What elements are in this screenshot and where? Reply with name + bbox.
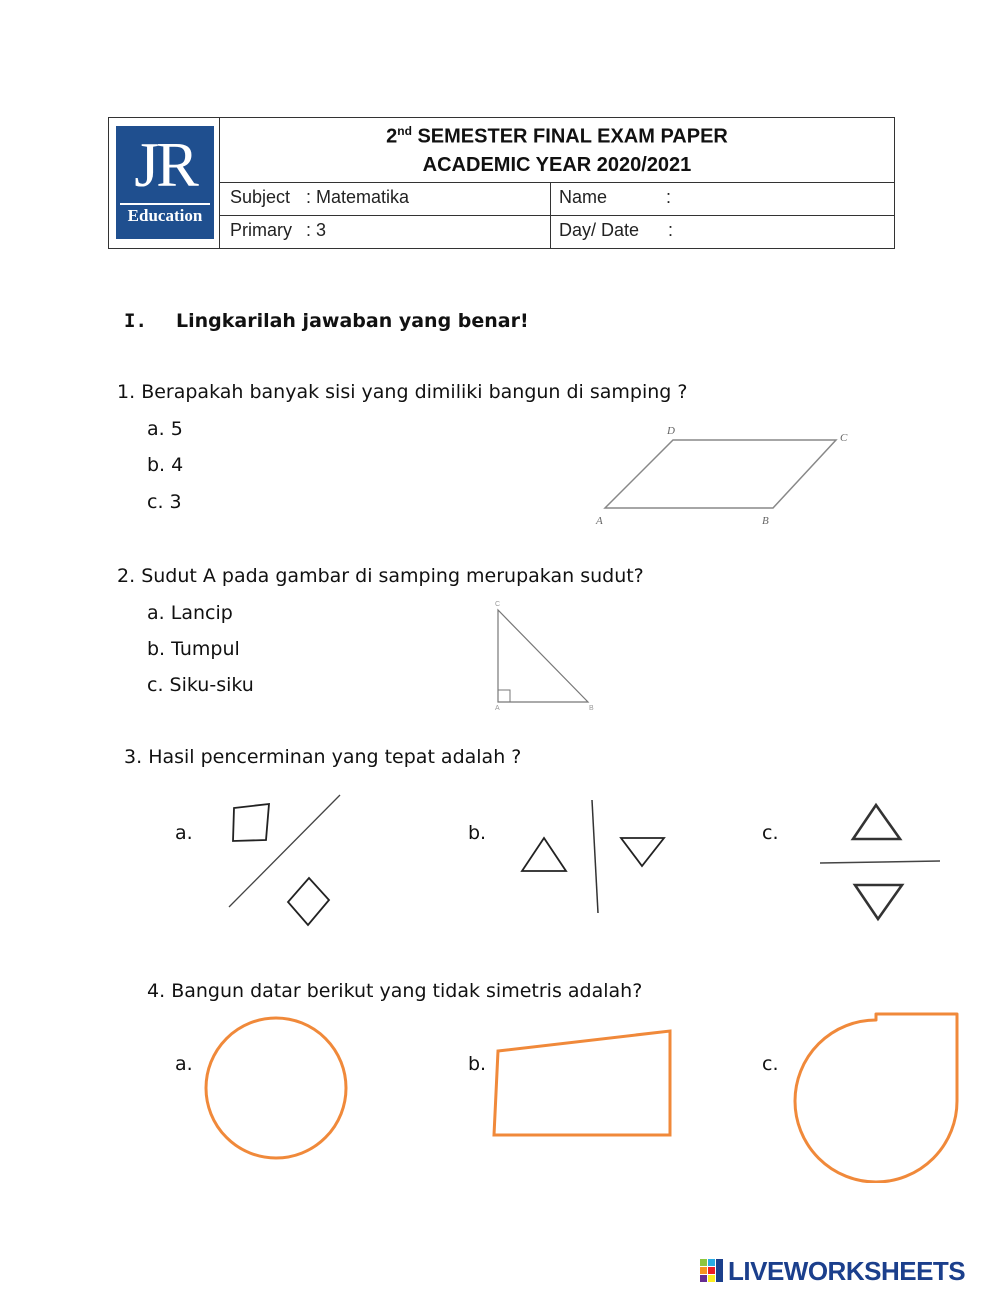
q3-option-c-figure[interactable]: [815, 795, 945, 925]
right-triangle-shape: [498, 610, 588, 702]
triangle-down-shape: [621, 838, 664, 866]
liveworksheets-logo-icon: [700, 1259, 724, 1283]
option-letter: c.: [147, 491, 164, 513]
parallelogram-shape: [605, 440, 836, 508]
question-number: 3.: [124, 746, 143, 768]
q3-option-b-label[interactable]: b.: [468, 822, 487, 844]
option-text: 5: [170, 418, 183, 440]
right-triangle-figure: [490, 598, 600, 713]
q3-option-a-label[interactable]: a.: [175, 822, 193, 844]
right-angle-marker: [498, 690, 510, 702]
primary-label: Primary: [230, 220, 292, 240]
triangle-down-shape: [855, 885, 902, 919]
circle-shape: [206, 1018, 346, 1158]
question-text: Sudut A pada gambar di samping merupakan sudut?: [141, 565, 644, 587]
mirror-line: [229, 795, 340, 907]
header-row-subject: [220, 183, 894, 216]
exam-title-line1: [220, 124, 894, 149]
logo-sub-text: Education: [127, 206, 203, 225]
q3-option-b-figure[interactable]: [515, 795, 675, 920]
q2-option-c[interactable]: [147, 674, 254, 696]
date-label: Day/ Date: [559, 220, 640, 240]
logo-cell: [109, 118, 220, 248]
q1-option-b[interactable]: [147, 454, 183, 476]
date-cell: [551, 216, 894, 248]
vertex-label-b: B: [762, 515, 769, 527]
vertex-label-c: C: [840, 432, 848, 444]
q4-option-a-label[interactable]: a.: [175, 1053, 193, 1075]
jr-education-logo: [116, 126, 214, 239]
q1-option-a[interactable]: [147, 418, 183, 440]
liveworksheets-watermark: [700, 1256, 995, 1284]
subject-value: : Matematika: [306, 187, 410, 207]
section-title: Lingkarilah jawaban yang benar!: [176, 310, 529, 332]
trapezoid-shape: [494, 1031, 670, 1135]
exam-title-line2: ACADEMIC YEAR 2020/2021: [422, 154, 692, 176]
option-text: Siku-siku: [169, 674, 254, 696]
exam-header-table: [108, 117, 895, 249]
name-field[interactable]: :: [666, 187, 672, 207]
q3-option-a-figure[interactable]: [220, 790, 350, 930]
logo-main-text: JR: [134, 129, 196, 200]
diamond-shape: [288, 878, 329, 925]
q2-option-a[interactable]: [147, 602, 233, 624]
mirror-line: [820, 861, 940, 863]
name-label: Name: [559, 187, 608, 207]
q4-option-b-label[interactable]: b.: [468, 1053, 487, 1075]
teardrop-shape: [795, 1014, 957, 1182]
primary-cell: [220, 216, 551, 248]
subject-cell: [220, 183, 551, 215]
question-number: 1.: [117, 381, 136, 403]
q1-option-c[interactable]: [147, 491, 182, 513]
option-text: Lancip: [170, 602, 233, 624]
triangle-up-shape: [522, 838, 566, 871]
vertex-label-c: C: [495, 601, 501, 608]
option-text: 3: [169, 491, 182, 513]
option-letter: a.: [147, 418, 165, 440]
option-letter: b.: [147, 638, 166, 660]
option-letter: c.: [147, 674, 164, 696]
date-field[interactable]: :: [668, 220, 674, 240]
option-letter: a.: [147, 602, 165, 624]
option-letter: b.: [147, 454, 166, 476]
question-text: Bangun datar berikut yang tidak simetris adalah?: [171, 980, 643, 1002]
q3-option-c-label[interactable]: c.: [762, 822, 779, 844]
question-3: [124, 746, 521, 768]
q4-option-c-figure[interactable]: [790, 1008, 965, 1183]
triangle-up-shape: [853, 805, 900, 839]
watermark-text: LIVEWORKSHEETS: [728, 1256, 966, 1286]
question-text: Berapakah banyak sisi yang dimiliki bangun di samping ?: [141, 381, 688, 403]
subject-label: Subject: [230, 187, 291, 207]
question-text: Hasil pencerminan yang tepat adalah ?: [148, 746, 522, 768]
vertex-label-d: D: [667, 425, 675, 437]
mirror-line: [592, 800, 598, 913]
question-number: 2.: [117, 565, 136, 587]
parallelogram-figure: [590, 420, 870, 535]
vertex-label-a: A: [596, 515, 603, 527]
title-ordinal-suffix: nd: [397, 124, 412, 138]
vertex-label-b: B: [589, 705, 594, 712]
option-text: Tumpul: [171, 638, 240, 660]
q4-option-a-figure[interactable]: [200, 1012, 355, 1167]
vertex-label-a: A: [495, 705, 500, 712]
q2-option-b[interactable]: [147, 638, 240, 660]
section-number: I.: [124, 310, 147, 332]
primary-value: : 3: [306, 220, 327, 240]
title-ordinal: 2: [386, 125, 398, 148]
q4-option-c-label[interactable]: c.: [762, 1053, 779, 1075]
title-line1-text: SEMESTER FINAL EXAM PAPER: [411, 125, 728, 148]
logo-divider: [120, 203, 210, 205]
question-number: 4.: [147, 980, 166, 1002]
question-4: [147, 980, 642, 1002]
q4-option-b-figure[interactable]: [488, 1025, 678, 1145]
header-row-primary: [220, 216, 894, 248]
square-shape: [233, 804, 269, 841]
exam-title: [220, 118, 894, 183]
question-1: [117, 381, 688, 403]
question-2: [117, 565, 644, 587]
option-text: 4: [171, 454, 184, 476]
name-cell: [551, 183, 894, 215]
